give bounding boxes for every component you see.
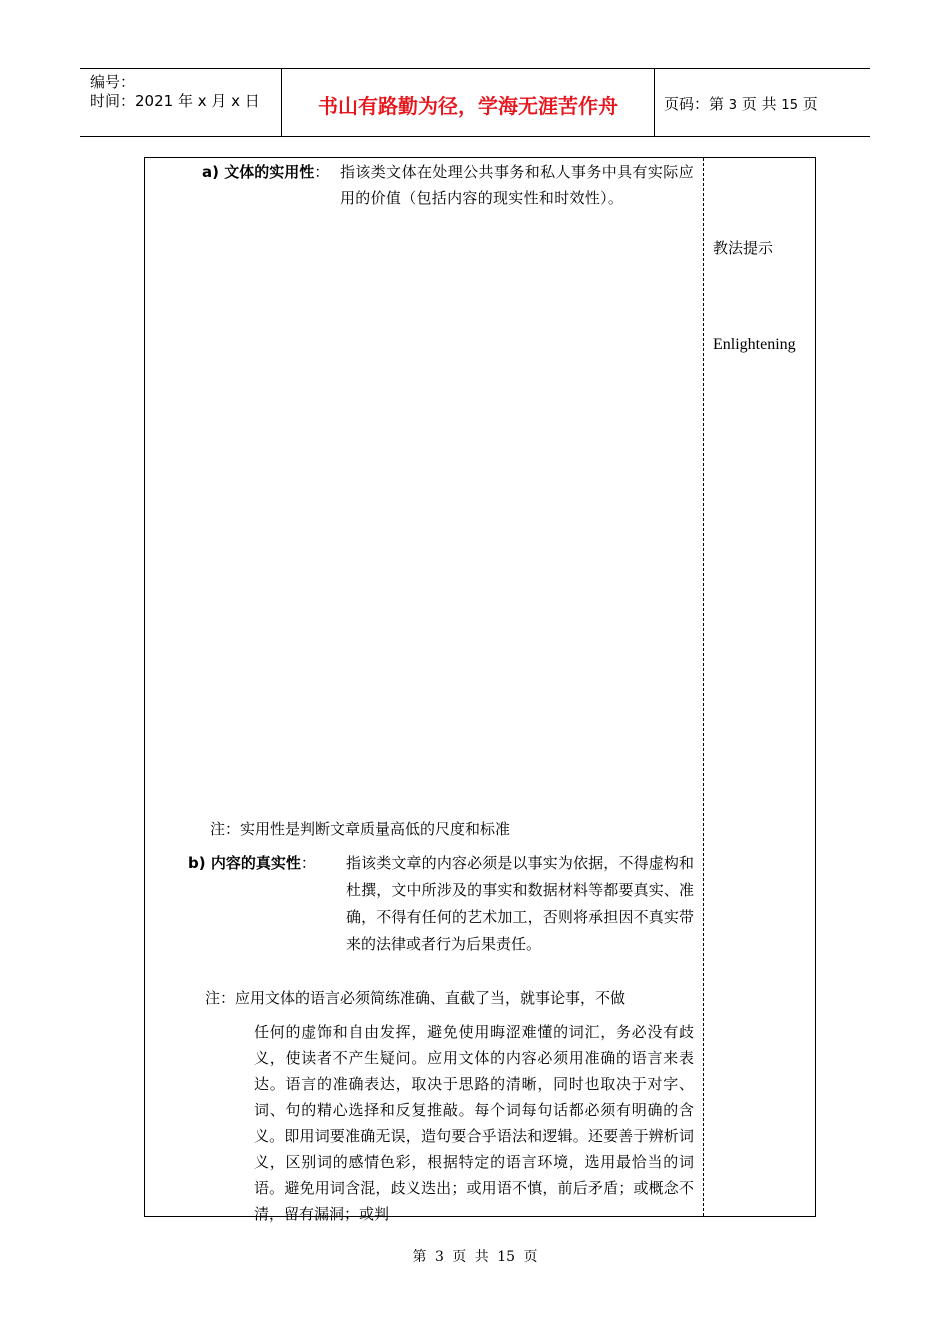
section-b-label: b) 内容的真实性 — [188, 854, 301, 872]
page-footer: 第 3 页 共 15 页 — [412, 1249, 538, 1265]
header-top-rule — [80, 68, 870, 69]
note-language-rest: 任何的虚饰和自由发挥，避免使用晦涩难懂的词汇，务必没有歧义，使读者不产生疑问。应用文体的内容必须用准确的语言来表达。语言的准确表达，取决于思路的清晰，同时也取决于对字、词、句的精心选择和反复推敲。每个词每句话都必须有明确的含义。即用词要准确无误，造句要合乎语法和逻辑。还要善于辨析词义，区别词的感情色彩，根据特定的语言环境，选用最恰当的词语。避免用词含混，歧义迭出；或用语不慎，前后矛盾；或概念不清，留有漏洞；或判 — [254, 1023, 694, 1223]
header-page-indicator — [664, 93, 818, 114]
page-suffix: 页 — [802, 95, 818, 113]
note-language-first: 注：应用文体的语言必须简练准确、直截了当，就事论事，不做 — [205, 989, 626, 1007]
section-b-colon: ： — [300, 854, 316, 872]
note-practicality: 注：实用性是判断文章质量高低的尺度和标准 — [210, 820, 511, 838]
header-motto: 书山有路勤为径，学海无涯苦作舟 — [318, 94, 618, 118]
header-number-label: 编号： — [90, 73, 136, 91]
page-mid: 页 共 — [741, 95, 777, 113]
section-b-heading — [188, 850, 316, 876]
page-total: 15 — [781, 98, 798, 113]
header-divider-2 — [654, 68, 655, 136]
page-prefix: 页码：第 — [664, 95, 725, 113]
header-bottom-rule — [80, 136, 870, 137]
section-a-text: 指该类文体在处理公共事务和私人事务中具有实际应用的价值（包括内容的现实性和时效性）。 — [340, 163, 694, 207]
sidebar-teaching-tip: 教法提示 — [713, 239, 774, 257]
sidebar-enlightening: Enlightening — [713, 336, 796, 353]
section-a-heading — [202, 159, 329, 185]
section-a-label: a) 文体的实用性 — [202, 163, 315, 181]
page-current: 3 — [728, 98, 738, 113]
header-time-label: 时间：2021 年 x 月 x 日 — [90, 92, 260, 110]
section-b-text: 指该类文章的内容必须是以事实为依据，不得虚构和杜撰，文中所涉及的事实和数据材料等都要真实、准确，不得有任何的艺术加工，否则将承担因不真实带来的法律或者行为后果责任。 — [346, 854, 694, 953]
column-divider — [703, 158, 704, 1216]
section-a-colon: ： — [314, 163, 330, 181]
